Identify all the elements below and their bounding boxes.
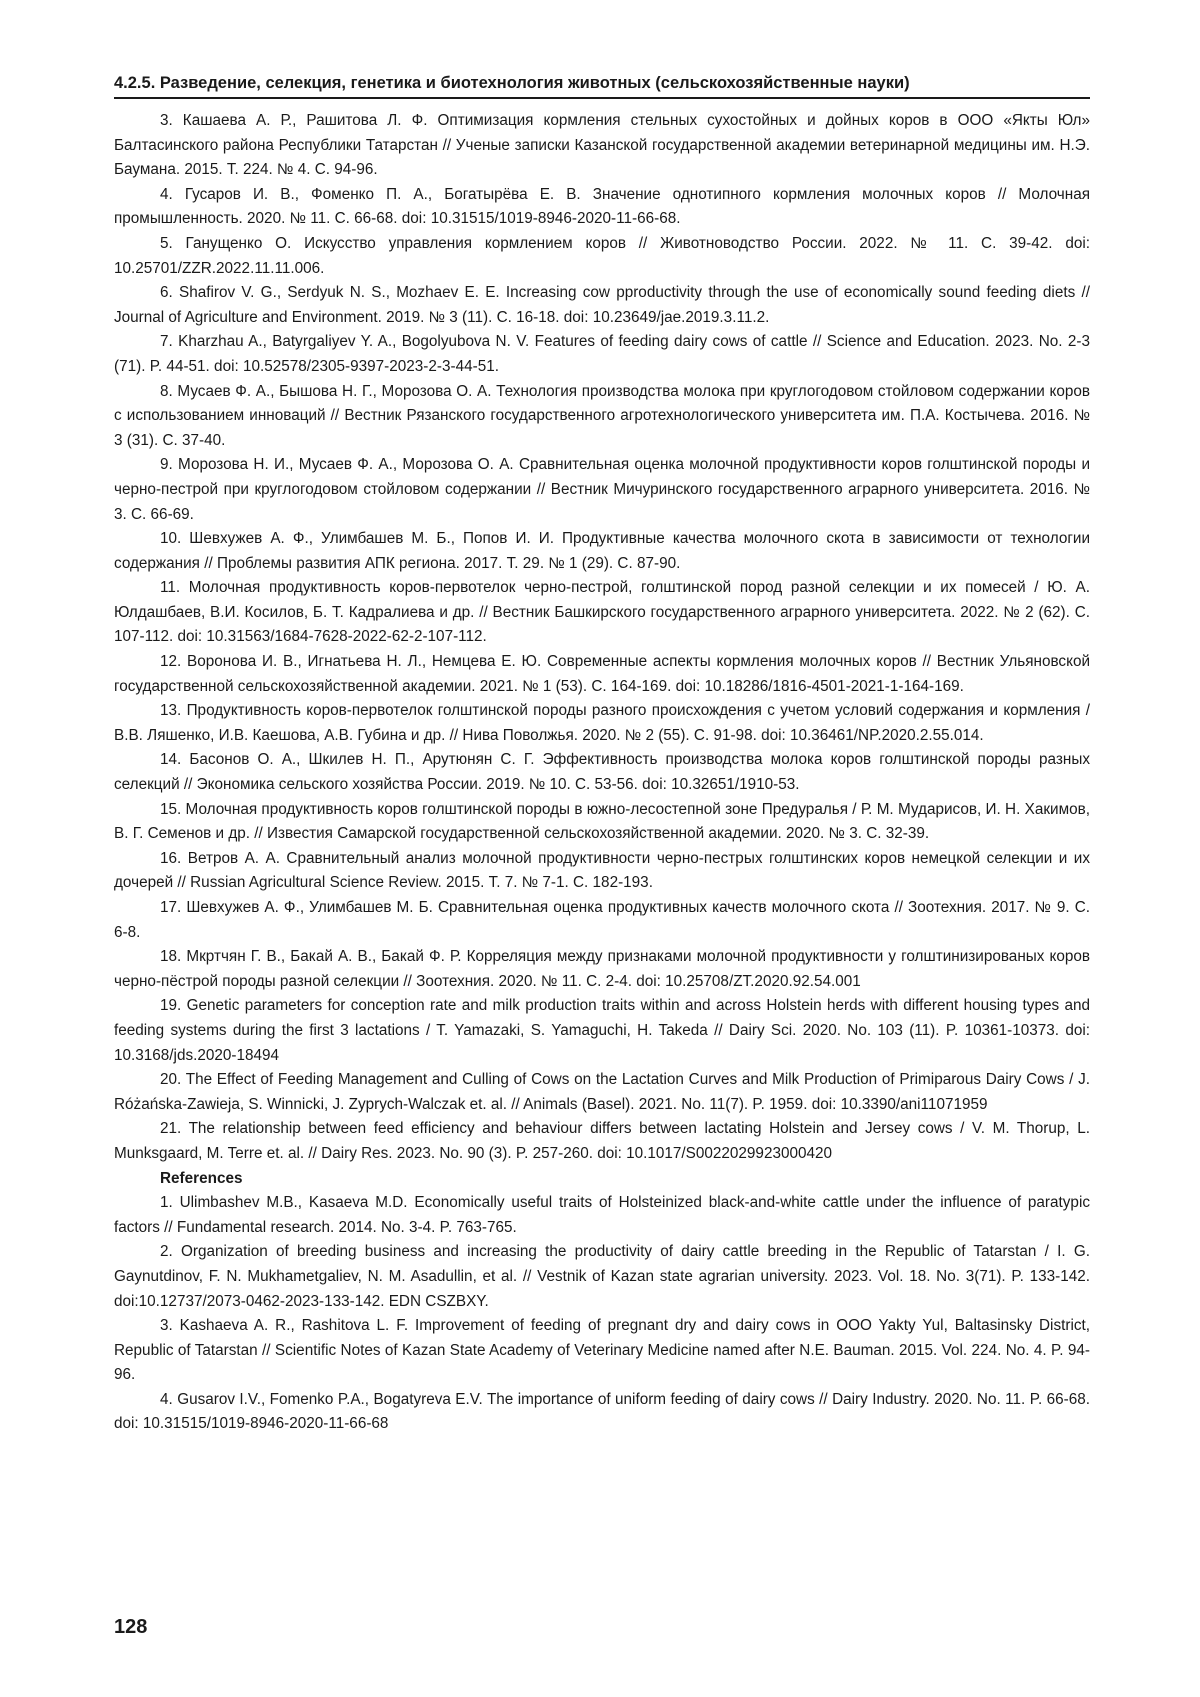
reference-item: 21. The relationship between feed efficiency and behaviour differs between lactating Holstein and Jersey cows / V. M. Thorup, L. Munksgaard, M. Terre et. al. // Dairy Res. 2023. No. 90 (3). P. 257-260. doi: 10.1017/S0022029923000420 — [114, 1120, 1090, 1162]
reference-item: 19. Genetic parameters for conception rate and milk production traits within and across Holstein herds with different housing types and feeding systems during the first 3 lactations / T. Yamazaki, S. Yamaguchi, H. Takeda // Dairy Sci. 2020. No. 103 (11). P. 10361-10373. doi: 10.3168/jds.2020-18494 — [114, 997, 1090, 1064]
reference-item: 7. Kharzhau A., Batyrgaliyev Y. A., Bogolyubova N. V. Features of feeding dairy cows of cattle // Science and Education. 2023. No. 2-3 (71). P. 44-51. doi: 10.52578/2305-9397-2023-2-3-44-51. — [114, 333, 1090, 375]
reference-item: 11. Молочная продуктивность коров-первотелок черно-пестрой, голштинской пород разной селекции и их помесей / Ю. А. Юлдашбаев, В.И. Косилов, Б. Т. Кадралиева и др. // Вестник Башкирского государственного аграрного университета. 2022. № 2 (62). С. 107-112. doi: 10.31563/1684-7628-2022-62-2-107-112. — [114, 579, 1090, 646]
reference-item: 9. Морозова Н. И., Мусаев Ф. А., Морозова О. А. Сравнительная оценка молочной продуктивности коров голштинской породы и черно-пестрой при круглогодовом стойловом содержании // Вестник Мичуринского государственного аграрного университета. 2016. № 3. С. 66-69. — [114, 456, 1090, 523]
reference-list — [114, 109, 1090, 1437]
reference-item: 18. Мкртчян Г. В., Бакай А. В., Бакай Ф. Р. Корреляция между признаками молочной продуктивности у голштинизированых коров черно-пёстрой породы разной селекции // Зоотехния. 2020. № 11. С. 2-4. doi: 10.25708/ZT.2020.92.54.001 — [114, 948, 1090, 990]
reference-item: 3. Кашаева А. Р., Рашитова Л. Ф. Оптимизация кормления стельных сухостойных и дойных коров в ООО «Якты Юл» Балтасинского района Республики Татарстан // Ученые записки Казанской государственной академии ветеринарной медицины им. Н.Э. Баумана. 2015. Т. 224. № 4. С. 94-96. — [114, 112, 1090, 179]
page-number: 128 — [114, 1616, 148, 1638]
reference-item: 20. The Effect of Feeding Management and Culling of Cows on the Lactation Curves and Milk Production of Primiparous Dairy Cows / J. Różańska-Zawieja, S. Winnicki, J. Zyprych-Walczak et. al. // Animals (Basel). 2021. No. 11(7). P. 1959. doi: 10.3390/ani11071959 — [114, 1071, 1090, 1113]
reference-item-en: 3. Kashaeva A. R., Rashitova L. F. Improvement of feeding of pregnant dry and dairy cows in OOO Yakty Yul, Baltasinsky District, Republic of Tatarstan // Scientific Notes of Kazan State Academy of Veterinary Medicine named after N.E. Bauman. 2015. Vol. 224. No. 4. P. 94-96. — [114, 1317, 1090, 1384]
references-heading: References — [160, 1169, 243, 1187]
reference-item: 14. Басонов О. А., Шкилев Н. П., Арутюнян С. Г. Эффективность производства молока коров голштинской породы разных селекций // Экономика сельского хозяйства России. 2019. № 10. С. 53-56. doi: 10.32651/1910-53. — [114, 751, 1090, 794]
reference-item: 13. Продуктивность коров-первотелок голштинской породы разного происхождения с учетом условий содержания и кормления / В.В. Ляшенко, И.В. Каешова, А.В. Губина и др. // Нива Поволжья. 2020. № 2 (55). С. 91-98. doi: 10.36461/NP.2020.2.55.014. — [114, 702, 1090, 744]
reference-item: 16. Ветров А. А. Сравнительный анализ молочной продуктивности черно-пестрых голштинских коров немецкой селекции и их дочерей // Russian Agricultural Science Review. 2015. Т. 7. № 7-1. С. 182-193. — [114, 849, 1090, 892]
reference-item: 15. Молочная продуктивность коров голштинской породы в южно-лесостепной зоне Предуралья / Р. М. Мударисов, И. Н. Хакимов, В. Г. Семенов и др. // Известия Самарской государственной сельскохозяйственной академии. 2020. № 3. С. 32-39. — [114, 800, 1090, 843]
reference-item: 17. Шевхужев А. Ф., Улимбашев М. Б. Сравнительная оценка продуктивных качеств молочного скота // Зоотехния. 2017. № 9. С. 6-8. — [114, 899, 1090, 941]
running-header: 4.2.5. Разведение, селекция, генетика и биотехнология животных (сельскохозяйственные науки) — [114, 74, 910, 92]
reference-item: 5. Ганущенко О. Искусство управления кормлением коров // Животноводство России. 2022. № 11. С. 39-42. doi: 10.25701/ZZR.2022.11.11.006. — [114, 234, 1090, 277]
reference-item-en: 2. Organization of breeding business and increasing the productivity of dairy cattle breeding in the Republic of Tatarstan / I. G. Gaynutdinov, F. N. Mukhametgaliev, N. M. Asadullin, et al. // Vestnik of Kazan state agrarian university. 2023. Vol. 18. No. 3(71). P. 133-142. doi:10.12737/2073-0462-2023-133-142. EDN CSZBXY. — [114, 1243, 1090, 1310]
header-rule — [114, 97, 1090, 99]
reference-item: 6. Shafirov V. G., Serdyuk N. S., Mozhaev E. E. Increasing cow pproductivity through the use of economically sound feeding diets // Journal of Agriculture and Environment. 2019. № 3 (11). С. 16-18. doi: 10.23649/jae.2019.3.11.2. — [114, 284, 1090, 326]
reference-item-en: 1. Ulimbashev M.B., Kasaeva M.D. Economically useful traits of Holsteinized black-and-white cattle under the influence of paratypic factors // Fundamental research. 2014. No. 3-4. P. 763-765. — [114, 1194, 1090, 1236]
reference-item: 10. Шевхужев А. Ф., Улимбашев М. Б., Попов И. И. Продуктивные качества молочного скота в зависимости от технологии содержания // Проблемы развития АПК региона. 2017. Т. 29. № 1 (29). С. 87-90. — [114, 530, 1090, 572]
reference-item: 4. Гусаров И. В., Фоменко П. А., Богатырёва Е. В. Значение однотипного кормления молочных коров // Молочная промышленность. 2020. № 11. С. 66-68. doi: 10.31515/1019-8946-2020-11-66-68. — [114, 185, 1090, 228]
reference-item: 8. Мусаев Ф. А., Бышова Н. Г., Морозова О. А. Технология производства молока при круглогодовом стойловом содержании коров с использованием инноваций // Вестник Рязанского государственного агротехнологического университета им. П.А. Костычева. 2016. № 3 (31). С. 37-40. — [114, 382, 1090, 449]
reference-item: 12. Воронова И. В., Игнатьева Н. Л., Немцева Е. Ю. Современные аспекты кормления молочных коров // Вестник Ульяновской государственной сельскохозяйственной академии. 2021. № 1 (53). С. 164-169. doi: 10.18286/1816-4501-2021-1-164-169. — [114, 653, 1090, 695]
reference-item-en: 4. Gusarov I.V., Fomenko P.A., Bogatyreva E.V. The importance of uniform feeding of dairy cows // Dairy Industry. 2020. No. 11. P. 66-68. doi: 10.31515/1019-8946-2020-11-66-68 — [114, 1390, 1090, 1433]
